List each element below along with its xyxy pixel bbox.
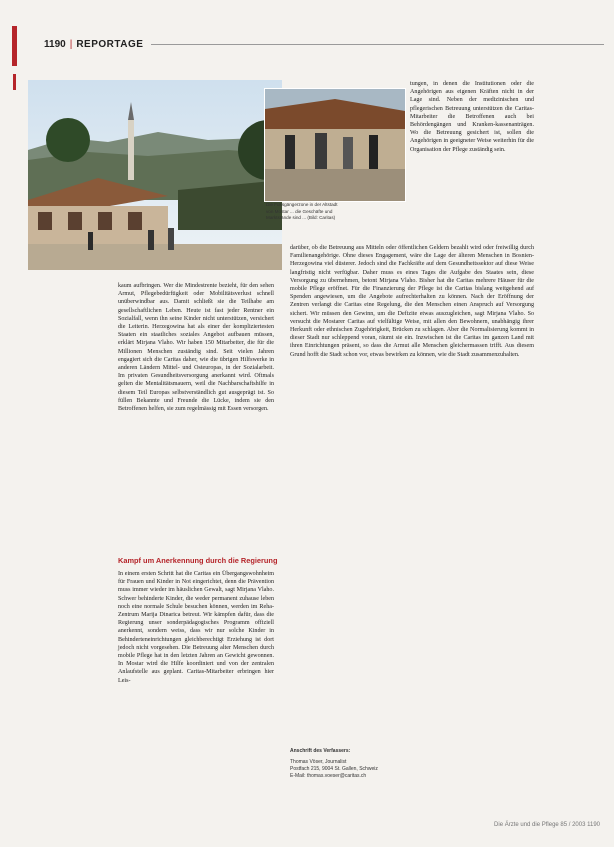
text-column-right-top [410, 80, 534, 154]
street-scene-photo [28, 80, 282, 270]
header-rule [151, 44, 604, 45]
paragraph: darüber, ob die Betreuung aus Mitteln oder öffentlichen Geldern bezahlt wird oder freiwillig durch Familienangehörige. Ohne dieses Engagement, wäre die Lage der älteren Menschen in Bosnien-Herzegowina viel düsterer. Jedoch sind die Fachkräfte auf dem Gesundheitssektor auf diese Weise langfristig nicht verfügbar. Daher muss es eines Tages die Aufgabe des Staates sein, diese Versorgung zu übernehmen, betont Mirjana Vlaho. Bisher hat die Caritas mehrere Häuser für die mobile Pflege eröffnet. Für die Finanzierung der Pflege ist die Caritas bislang weitgehend auf Spenden angewiesen, um die Angebote aufrechterhalten zu können. Nach der Eröffnung der Zentren verlangt die Caritas eine Regelung, die den Menschen einen Anspruch auf Versorgung sichert. Wir müssen den Gewinn, um die Defizite etwas auszugleichen, sagt Mirjana Vlaho. So versucht die Mostarer Caritas auf vielfältige Weise, mit allen den Bewohnern, unabhängig ihrer Herkunft oder ethnischen Zugehörigkeit, Brücken zu schlagen. Aber die Normalisierung kommt in dieser Stadt nur schleppend voran, räumt sie ein. Inzwischen ist die Caritas im ganzen Land mit ihren Einrichtungen präsent, so dass die Armut alle Menschen gleichermassen trifft. Aus diesem Grund hofft die Stadt schon vor, etwas bewirken zu können, wie die Stadt zusammenzuhalten. [290, 245, 534, 358]
author-heading: Anschrift des Verfassers: [290, 748, 351, 754]
paragraph: In einem ersten Schritt hat die Caritas ein Übergangswohnheim für Frauen und Kinder in Not eingerichtet, denn die Prävention muss immer wieder im häuslichen Gewalt, sagt Mirjana Vlaho. Schwer behinderte Kinder, die weder permanent zuhause leben noch eine normale Schule besuchen können, werden im Reha-Zentrum Marija Dinarica betreut. Wir kämpfen dafür, dass die Regierung unser sonderpädagogisches Programm offiziell anerkennt, sondern weiss, dass wir nur solche Kinder in Behinderteneinrichtungen gleichberechtigt Erziehung ist dort jedoch nicht vorgesehen. Die Betreuung alter Menschen durch mobile Pflege hat in den letzten Jahren an Gewicht gewonnen. In Mostar wird die Hilfe koordiniert und von der zentralen Anlaufstelle aus geplant. Caritas-Mitarbeiter erbringen hier Leis- [118, 571, 274, 684]
text-column-left-bottom [118, 570, 274, 685]
running-footer: Die Ärzte und die Pflege 85 / 2003 1190 [494, 822, 600, 828]
page-number: 1190 [44, 38, 66, 50]
red-edge-marker-small [13, 74, 16, 90]
header-separator: | [69, 38, 73, 50]
section-title: REPORTAGE [76, 38, 144, 50]
bazaar-inset-photo [264, 88, 406, 202]
text-column-right-main [290, 244, 534, 359]
author-email: E-Mail: thomas.voeser@caritas.ch [290, 773, 367, 779]
author-postbox: Postfach 215, 9004 St. Gallen, Schweiz [290, 766, 378, 772]
text-column-left-top [118, 282, 274, 413]
author-name: Thomas Vöser, Journalist [290, 759, 347, 765]
red-edge-marker [12, 26, 17, 66]
author-address [290, 748, 450, 780]
paragraph: kaum aufbringen. Wer die Mindestrente bezieht, für den sehen Armut, Pflegebedürftigkeit oder Mobilitätsverlust schnell unüberwindbar aus. Damit schließt sie die Teilhabe am gesellschaftlichen Leben. Heute ist fast jeder Rentner ein Sozialfall, wenn ihn seine Kinder nicht unterstützen, versichert die Leiterin. Herzegowina hat als einer der kompliziertesten Staaten ein staatliches soziales Angebot aufbauen müssen, erklärt Mirjana Vlaho. Wir haben 150 Mitarbeiter, die für die Millionen Menschen zuständig sind. Seit vielen Jahren engagiert sich die Caritas daher, wie die übrigen Hilfswerke in anderen Ländern Mittel- und Osteuropas, in der Sozialarbeit. Im privaten Gesundheitsversorgung anerkannt wird. Oftmals gelten die Mentalitätsmauern, weil die Nachbarschaftshilfe in diesem Teil Europas selbstverständlich gut ausgeprägt ist. So füllen Bekannte und Freunde die Lücke, indem sie den Betroffenen helfen, sie zum regelmässig mit Essen versorgen. [118, 283, 274, 413]
photo-caption: Die Fussgängerzone in der Altstadt von Mostar ... die Geschäfte und Marktstände sind ... (Bild: Caritas) [266, 202, 338, 221]
subheading: Kampf um Anerkennung durch die Regierung [118, 556, 278, 565]
paragraph: tungen, in denen die Institutionen oder die Angehörigen aus eigenen Kräften nicht in der Lage sind. Neben der medizinischen und pflegerischen Betreuung unterstützen die Caritas-Mitarbeiter die Betroffenen auch bei Behördengängen und Kranken-kassenanträgen. Wo die Betreuung gesichert ist, sollen die Angehörigen in geeigneter Weise weiterhin für die Organisation der Pflege zuständig sein. [410, 81, 534, 153]
running-header [44, 36, 604, 52]
